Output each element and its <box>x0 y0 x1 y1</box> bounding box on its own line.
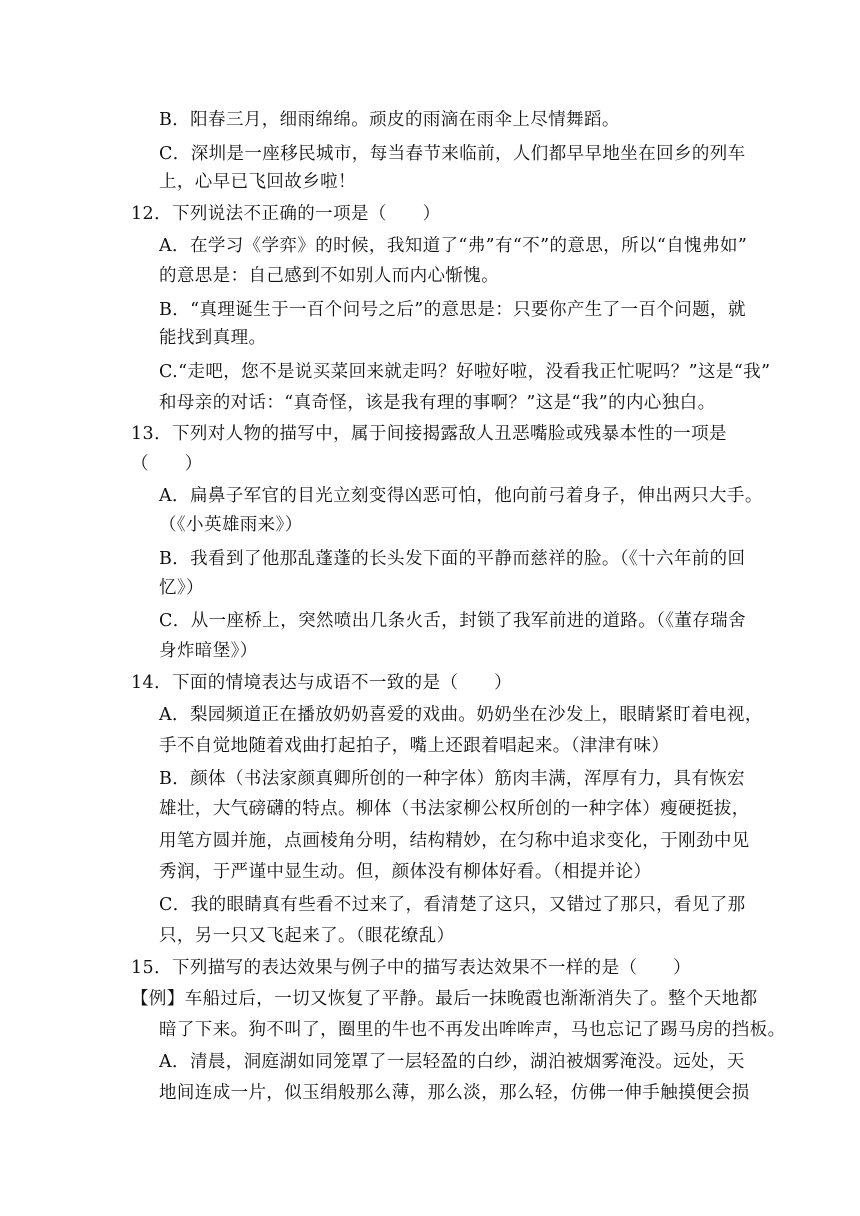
question-14-option-b-cont-1: 雄壮，大气磅礴的特点。柳体（书法家柳公权所创的一种字体）瘦硬挺拔， <box>159 799 750 819</box>
question-12-option-b: B．“真理诞生于一百个问号之后”的意思是：只要你产生了一百个问题，就 <box>159 300 746 320</box>
option-c-prev-cont: 上，心早已飞回故乡啦！ <box>159 172 356 192</box>
question-14-option-b: B．颜体（书法家颜真卿所创的一种字体）筋肉丰满，浑厚有力，具有恢宏 <box>159 769 746 789</box>
question-13-option-a: A．扁鼻子军官的目光立刻变得凶恶可怕，他向前弓着身子，伸出两只大手。 <box>159 486 763 506</box>
option-c-prev: C．深圳是一座移民城市，每当春节来临前，人们都早早地坐在回乡的列车 <box>159 144 746 164</box>
question-13-option-b: B．我看到了他那乱蓬蓬的长头发下面的平静而慈祥的脸。（《十六年前的回 <box>159 549 746 569</box>
option-12-b-prev: B．阳春三月，细雨绵绵。顽皮的雨滴在雨伞上尽情舞蹈。 <box>159 110 620 130</box>
question-14: 14．下面的情境表达与成语不一致的是（ ） <box>131 673 513 693</box>
question-13-option-a-cont: （《小英雄雨来》） <box>159 515 303 535</box>
question-15-option-a: A．清晨，洞庭湖如同笼罩了一层轻盈的白纱，湖泊被烟雾淹没。远处，天 <box>159 1052 745 1072</box>
question-13: 13．下列对人物的描写中，属于间接揭露敌人丑恶嘴脸或残暴本性的一项是 <box>131 424 727 444</box>
question-15-example: 【例】车船过后，一切又恢复了平静。最后一抹晚霞也渐渐消失了。整个天地都 <box>131 989 758 1009</box>
question-12-option-c-cont: 和母亲的对话：“真奇怪，该是我有理的事啊？”这是“我”的内心独白。 <box>159 393 716 413</box>
question-14-option-c-cont: 只，另一只又飞起来了。（眼花缭乱） <box>159 926 455 946</box>
question-15: 15．下列描写的表达效果与例子中的描写表达效果不一样的是（ ） <box>131 958 692 978</box>
question-14-option-a-cont: 手不自觉地随着戏曲打起拍子，嘴上还跟着唱起来。（津津有味） <box>159 736 670 756</box>
question-13-option-c: C．从一座桥上，突然喷出几条火舌，封锁了我军前进的道路。（《董存瑞舍 <box>159 611 746 631</box>
question-15-example-cont: 暗了下来。狗不叫了，圈里的牛也不再发出哞哞声，马也忘记了踢马房的挡板。 <box>159 1020 786 1040</box>
question-12-option-a-cont: 的意思是：自己感到不如别人而内心惭愧。 <box>159 266 500 286</box>
question-12-option-b-cont: 能找到真理。 <box>159 328 267 348</box>
question-12: 12．下列说法不正确的一项是（ ） <box>131 204 441 224</box>
question-15-option-a-cont: 地间连成一片，似玉绢般那么薄，那么淡，那么轻，仿佛一伸手触摸便会损 <box>159 1083 750 1103</box>
question-13-blank: （ ） <box>131 454 203 474</box>
question-13-option-b-cont: 忆》） <box>159 578 204 598</box>
question-14-option-c: C．我的眼睛真有些看不过来了，看清楚了这只，又错过了那只，看见了那 <box>159 895 746 915</box>
question-14-option-b-cont-3: 秀润，于严谨中显生动。但，颜体没有柳体好看。（相提并论） <box>159 862 652 882</box>
question-14-option-a: A．梨园频道正在播放奶奶喜爱的戏曲。奶奶坐在沙发上，眼睛紧盯着电视， <box>159 705 763 725</box>
question-12-option-c: C.“走吧，您不是说买菜回来就走吗？好啦好啦，没看我正忙呢吗？”这是“我” <box>159 362 771 382</box>
question-12-option-a: A．在学习《学弈》的时候，我知道了“弗”有“不”的意思，所以“自愧弗如” <box>159 236 748 256</box>
question-14-option-b-cont-2: 用笔方圆并施，点画棱角分明，结构精妙，在匀称中追求变化，于刚劲中见 <box>159 831 750 851</box>
question-13-option-c-cont: 身炸暗堡》） <box>159 641 258 661</box>
